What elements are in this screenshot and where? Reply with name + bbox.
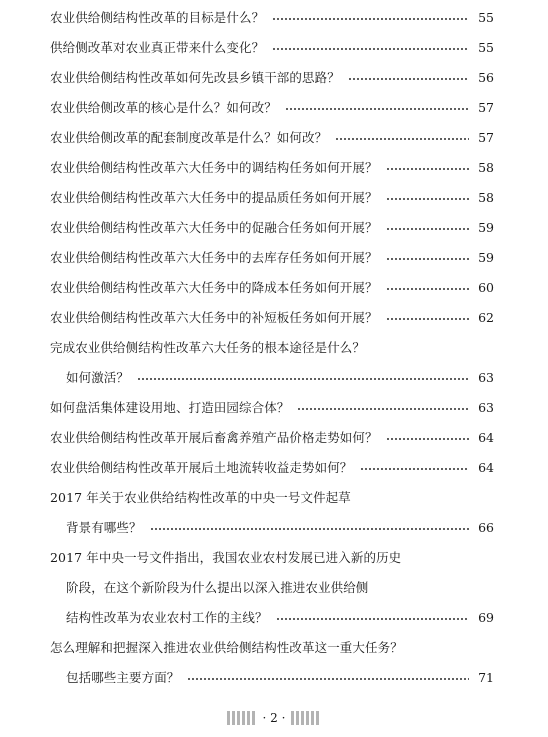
toc-entry-title: 阶段，在这个新阶段为什么提出以深入推进农业供给侧	[66, 580, 369, 595]
toc-entry-page: 64	[478, 430, 494, 445]
toc-entry-title: 农业供给侧结构性改革六大任务中的补短板任务如何开展？	[50, 310, 378, 325]
toc-entry[interactable]	[50, 306, 494, 330]
toc-entry-title: 结构性改革为农业农村工作的主线？	[66, 610, 268, 625]
dot-leader	[276, 618, 469, 620]
dot-leader	[187, 678, 469, 680]
toc-entry-page: 71	[478, 670, 494, 685]
toc-entry-page: 62	[478, 310, 494, 325]
toc-entry[interactable]	[50, 156, 494, 180]
dot-leader	[150, 528, 469, 530]
toc-entry-page: 55	[478, 10, 494, 25]
dot-leader	[386, 288, 469, 290]
toc-entry[interactable]	[50, 216, 494, 240]
toc-entry[interactable]	[50, 96, 494, 120]
toc-entry-title: 农业供给侧结构性改革六大任务中的降成本任务如何开展？	[50, 280, 378, 295]
toc-entry-title: 农业供给侧结构性改革开展后土地流转收益走势如何？	[50, 460, 353, 475]
dot-leader	[386, 198, 469, 200]
toc-entry-title: 农业供给侧结构性改革的目标是什么？	[50, 10, 265, 25]
toc-entry-continuation[interactable]	[66, 666, 494, 690]
toc-entry-line[interactable]	[50, 636, 494, 660]
toc-entry[interactable]	[50, 126, 494, 150]
toc-entry[interactable]	[50, 276, 494, 300]
toc-entry-page: 57	[478, 100, 494, 115]
dot-leader	[386, 318, 469, 320]
toc-entry[interactable]	[50, 396, 494, 420]
dot-leader	[272, 48, 469, 50]
toc-entry-page: 57	[478, 130, 494, 145]
toc-entry-title: 供给侧改革对农业真正带来什么变化？	[50, 40, 265, 55]
toc-entry[interactable]	[50, 36, 494, 60]
toc-entry-title: 如何盘活集体建设用地、打造田园综合体？	[50, 400, 290, 415]
toc-entry-page: 66	[478, 520, 494, 535]
toc-entry-title: 怎么理解和把握深入推进农业供给侧结构性改革这一重大任务？	[50, 640, 403, 655]
dot-leader	[386, 228, 469, 230]
toc-entry-title: 完成农业供给侧结构性改革六大任务的根本途径是什么？	[50, 340, 366, 355]
dot-leader	[297, 408, 469, 410]
toc-entry[interactable]	[50, 186, 494, 210]
toc-entry-page: 58	[478, 190, 494, 205]
toc-entry-title: 农业供给侧改革的核心是什么？如何改？	[50, 100, 277, 115]
toc-entry-title: 农业供给侧结构性改革六大任务中的提品质任务如何开展？	[50, 190, 378, 205]
toc-entry-title: 包括哪些主要方面？	[66, 670, 180, 685]
toc-entry-continuation[interactable]	[66, 366, 494, 390]
toc-entry-page: 59	[478, 220, 494, 235]
toc-entry-title: 如何激活？	[66, 370, 130, 385]
toc-entry-title: 农业供给侧结构性改革六大任务中的去库存任务如何开展？	[50, 250, 378, 265]
footer-ornament-right	[291, 711, 321, 725]
footer-ornament-left	[227, 711, 257, 725]
toc-entry-line[interactable]	[50, 546, 494, 570]
toc-entry[interactable]	[50, 66, 494, 90]
toc-entry-page: 58	[478, 160, 494, 175]
dot-leader	[386, 258, 469, 260]
toc-entry-title: 2017 年关于农业供给结构性改革的中央一号文件起草	[50, 490, 351, 505]
toc-entry-page: 63	[478, 400, 494, 415]
toc-entry-title: 农业供给侧结构性改革六大任务中的调结构任务如何开展？	[50, 160, 378, 175]
toc-entry-continuation[interactable]	[66, 516, 494, 540]
dot-leader	[137, 378, 469, 380]
dot-leader	[348, 78, 469, 80]
page-footer	[0, 709, 548, 727]
toc-entry-line[interactable]	[50, 336, 494, 360]
toc-entry-title: 背景有哪些？	[66, 520, 142, 535]
dot-leader	[386, 438, 469, 440]
toc-entry-title: 农业供给侧结构性改革如何先改县乡镇干部的思路？	[50, 70, 340, 85]
toc-entry-page: 56	[478, 70, 494, 85]
toc-entry[interactable]	[50, 6, 494, 30]
dot-leader	[360, 468, 469, 470]
toc-entry-title: 农业供给侧结构性改革六大任务中的促融合任务如何开展？	[50, 220, 378, 235]
toc-entry-continuation[interactable]	[66, 576, 494, 600]
toc-entry-page: 55	[478, 40, 494, 55]
toc-entry-page: 69	[478, 610, 494, 625]
toc-entry-page: 64	[478, 460, 494, 475]
toc-entry-page: 60	[478, 280, 494, 295]
toc-entry-page: 59	[478, 250, 494, 265]
toc-entry[interactable]	[50, 456, 494, 480]
page-number: · 2 ·	[262, 711, 286, 725]
toc-entry-page: 63	[478, 370, 494, 385]
dot-leader	[386, 168, 469, 170]
toc-entry-title: 2017 年中央一号文件指出，我国农业农村发展已进入新的历史	[50, 550, 402, 565]
toc-entry[interactable]	[50, 246, 494, 270]
dot-leader	[335, 138, 469, 140]
dot-leader	[285, 108, 469, 110]
toc-entry-continuation[interactable]	[66, 606, 494, 630]
dot-leader	[272, 18, 469, 20]
toc-entry-title: 农业供给侧改革的配套制度改革是什么？如何改？	[50, 130, 328, 145]
toc-entry-title: 农业供给侧结构性改革开展后畜禽养殖产品价格走势如何？	[50, 430, 378, 445]
toc-entry-line[interactable]	[50, 486, 494, 510]
toc-entry[interactable]	[50, 426, 494, 450]
